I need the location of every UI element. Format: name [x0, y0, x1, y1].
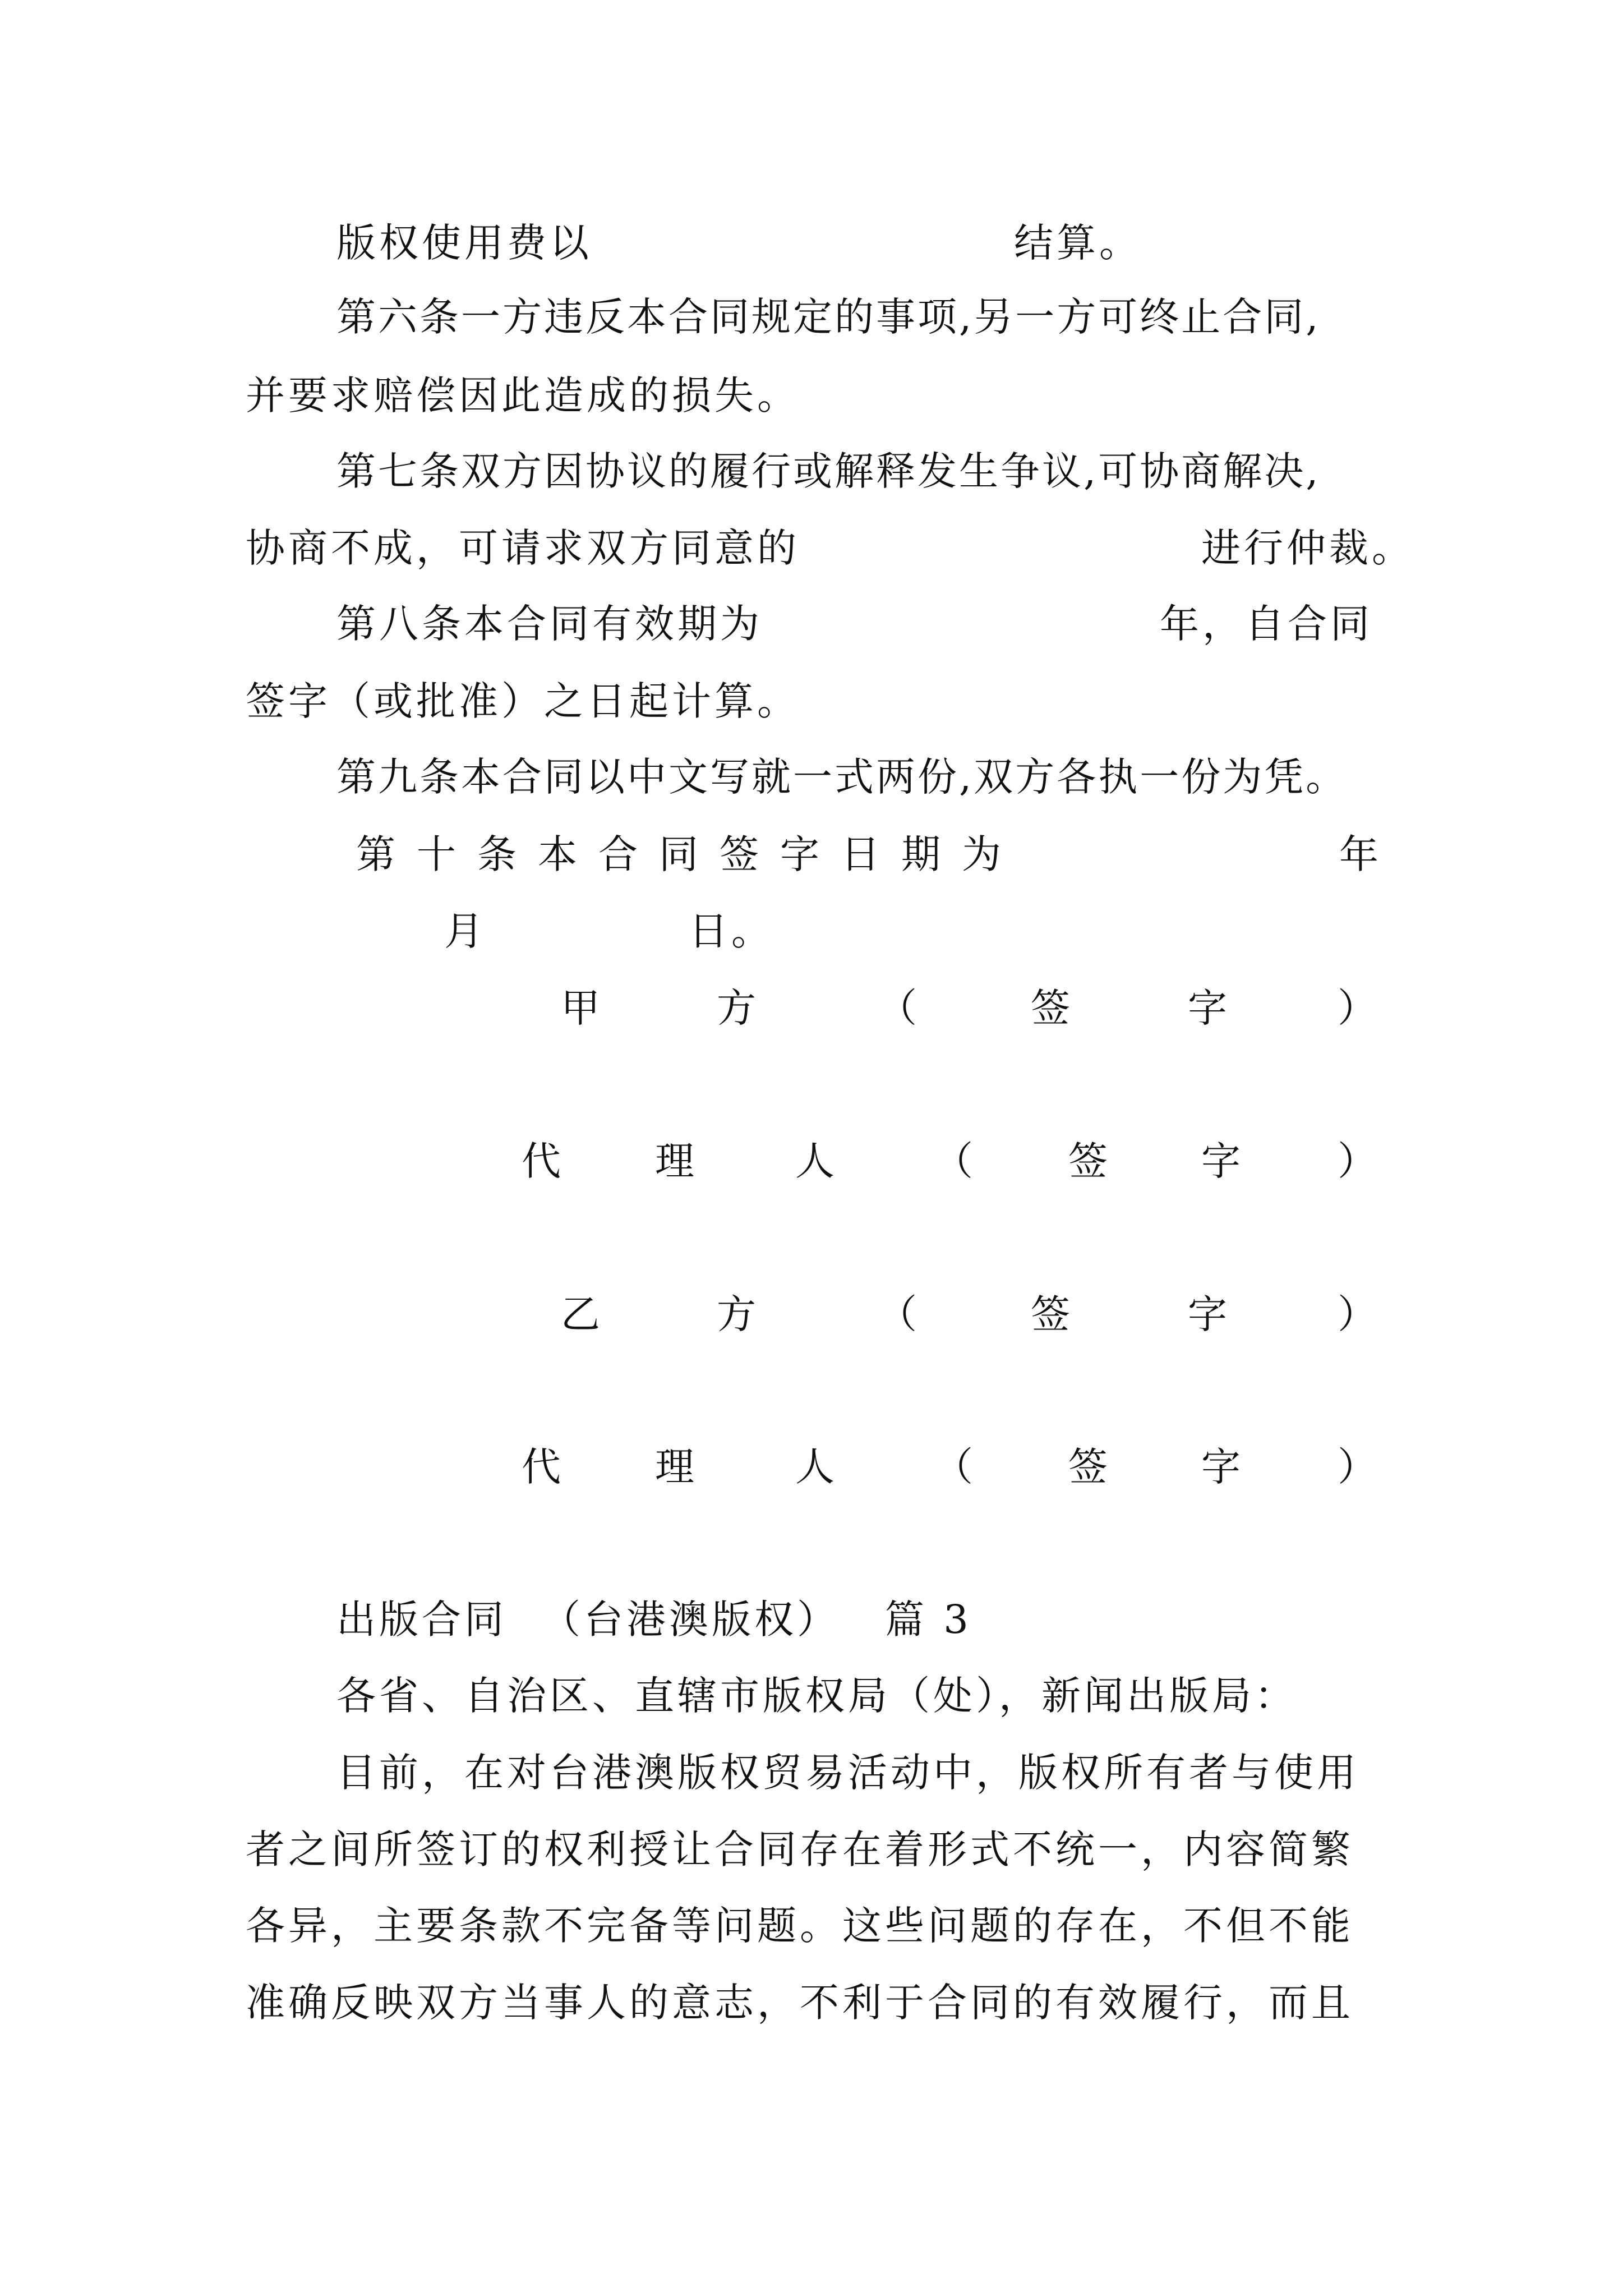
- section-title-main: 出版合同: [336, 1596, 507, 1642]
- section-title-number: 篇 3: [885, 1596, 972, 1642]
- party-a-char: （: [878, 985, 917, 1031]
- fee-line-end: 结算。: [1014, 220, 1142, 266]
- agent-1-char: 人: [795, 1138, 834, 1184]
- article-7-line-2a: 协商不成，可请求双方同意的: [246, 525, 800, 571]
- agent-2-char: （: [934, 1444, 973, 1490]
- agent-1-char: 签: [1068, 1138, 1108, 1184]
- article-8-line-1b: 年，自合同: [1160, 601, 1373, 647]
- agent-2-char: 代: [522, 1444, 561, 1490]
- article-9: 第九条本合同以中文写就一式两份,双方各执一份为凭。: [336, 754, 1348, 800]
- party-b-char: ）: [1338, 1291, 1377, 1337]
- section-title-region: （台港澳版权）: [541, 1596, 840, 1642]
- agent-2-char: ）: [1338, 1444, 1377, 1490]
- agent-2-char: 签: [1068, 1444, 1108, 1490]
- paragraph-line-4: 准确反映双方当事人的意志，不利于合同的有效履行，而且: [246, 1980, 1354, 2026]
- party-b-char: 乙: [561, 1291, 600, 1337]
- party-a-char: 方: [717, 985, 756, 1031]
- party-a-char: 字: [1188, 985, 1227, 1031]
- party-b-char: 字: [1188, 1291, 1227, 1337]
- paragraph-line-2: 者之间所签订的权利授让合同存在着形式不统一，内容简繁: [246, 1826, 1354, 1872]
- article-6-line-2: 并要求赔偿因此造成的损失。: [246, 372, 800, 418]
- party-a-char: 签: [1031, 985, 1070, 1031]
- article-7-line-1: 第七条双方因协议的履行或解释发生争议,可协商解决,: [336, 448, 1321, 494]
- article-10-month: 月: [444, 908, 487, 954]
- article-10-year: 年: [1339, 831, 1382, 877]
- paragraph-line-1: 目前，在对台港澳版权贸易活动中，版权所有者与使用: [336, 1750, 1359, 1796]
- party-b-char: 方: [717, 1291, 756, 1337]
- agent-2-char: 理: [655, 1444, 694, 1490]
- article-8-line-1a: 第八条本合同有效期为: [336, 601, 763, 647]
- party-a-char: ）: [1338, 985, 1377, 1031]
- party-b-char: （: [878, 1291, 917, 1337]
- agent-1-char: （: [934, 1138, 973, 1184]
- party-a-char: 甲: [561, 985, 600, 1031]
- article-8-line-2: 签字（或批准）之日起计算。: [246, 678, 800, 724]
- article-6-line-1: 第六条一方违反本合同规定的事项,另一方可终止合同,: [336, 294, 1321, 340]
- article-10-day: 日。: [689, 908, 774, 954]
- paragraph-line-3: 各异，主要条款不完备等问题。这些问题的存在，不但不能: [246, 1903, 1354, 1949]
- addressee-line: 各省、自治区、直辖市版权局（处），新闻出版局：: [336, 1673, 1297, 1719]
- fee-line-start: 版权使用费以: [336, 220, 592, 266]
- agent-1-char: 理: [655, 1138, 694, 1184]
- party-b-char: 签: [1031, 1291, 1070, 1337]
- article-7-line-2b: 进行仲裁。: [1201, 525, 1414, 571]
- agent-2-char: 字: [1201, 1444, 1241, 1490]
- agent-2-char: 人: [795, 1444, 834, 1490]
- agent-1-char: ）: [1338, 1138, 1377, 1184]
- agent-1-char: 代: [522, 1138, 561, 1184]
- agent-1-char: 字: [1201, 1138, 1241, 1184]
- article-10-line-1: 第十条本合同签字日期为: [356, 831, 1022, 877]
